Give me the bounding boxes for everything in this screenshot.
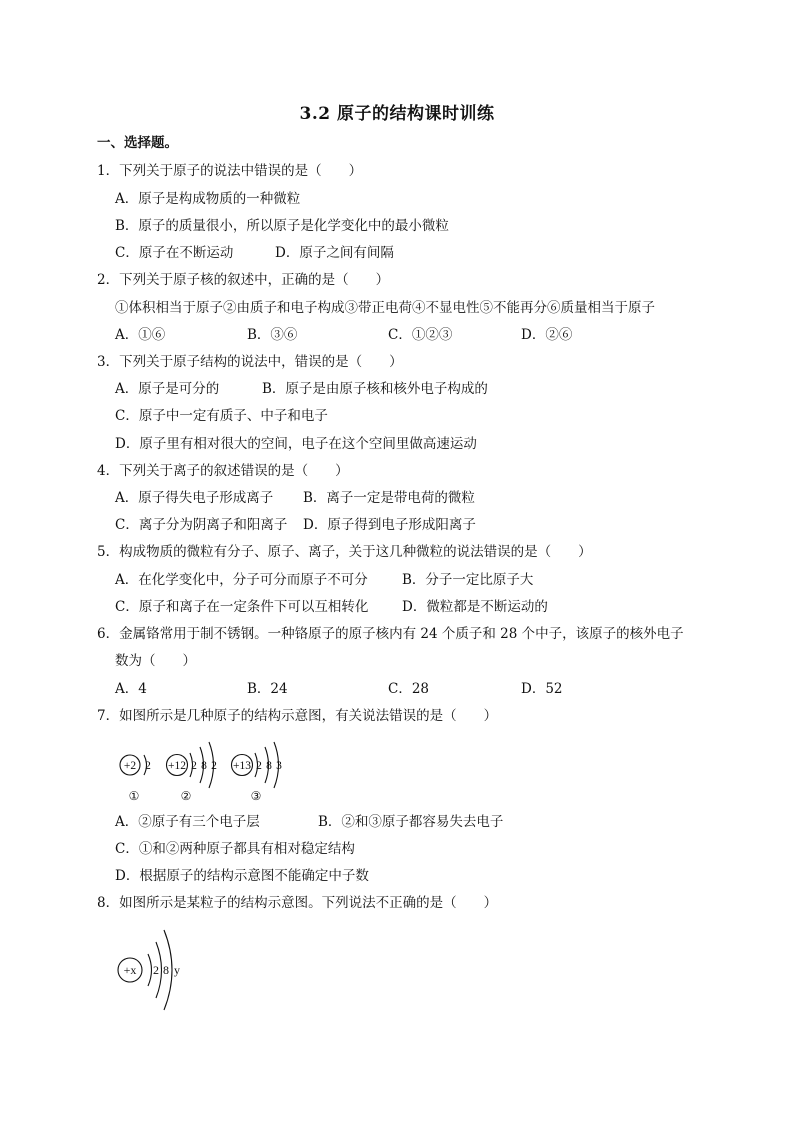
q6-option-b: B．24: [247, 681, 288, 697]
q3-option-b: B．原子是由原子核和核外电子构成的: [262, 381, 488, 397]
question-3-stem: 3．下列关于原子结构的说法中，错误的是（ ）: [97, 354, 403, 370]
atom-1-label: ①: [128, 789, 140, 803]
q1-option-b: B．原子的质量很小，所以原子是化学变化中的最小微粒: [115, 218, 449, 234]
q1-option-a: A．原子是构成物质的一种微粒: [115, 191, 301, 207]
atom-3-nucleus-charge: +13: [233, 760, 251, 772]
question-6-stem-line2: 数为（ ）: [115, 653, 196, 669]
question-1-stem: 1．下列关于原子的说法中错误的是（ ）: [97, 163, 363, 179]
particle-shell-arc-1: [148, 954, 152, 986]
q6-option-a: A．4: [115, 681, 147, 697]
q7-option-b: B．②和③原子都容易失去电子: [318, 814, 504, 830]
atom-2-shell-1-count: 2: [191, 760, 197, 772]
atom-1-nucleus-charge: +2: [123, 760, 137, 772]
question-5-stem: 5．构成物质的微粒有分子、原子、离子，关于这几种微粒的说法错误的是（ ）: [97, 544, 592, 560]
particle-nucleus-charge: +x: [123, 963, 137, 977]
q5-option-d: D．微粒都是不断运动的: [402, 599, 548, 615]
question-4-stem: 4．下列关于离子的叙述错误的是（ ）: [97, 463, 349, 479]
q5-option-b: B．分子一定比原子大: [402, 572, 534, 588]
atom-3-label: ③: [250, 789, 262, 803]
q6-option-d: D．52: [521, 681, 563, 697]
q3-option-c: C．原子中一定有质子、中子和电子: [115, 408, 328, 424]
q4-option-a: A．原子得失电子形成离子: [115, 490, 274, 506]
question-7-stem: 7．如图所示是几种原子的结构示意图，有关说法错误的是（ ）: [97, 708, 498, 724]
q2-option-a: A．①⑥: [115, 327, 166, 343]
q7-option-d: D．根据原子的结构示意图不能确定中子数: [115, 868, 369, 884]
q6-option-c: C．28: [388, 681, 430, 697]
atom-3-shell-3-count: 3: [276, 760, 282, 772]
q2-option-b: B．③⑥: [247, 327, 298, 343]
question-2-stem: 2．下列关于原子核的叙述中，正确的是（ ）: [97, 272, 390, 288]
question-8-stem: 8．如图所示是某粒子的结构示意图。下列说法不正确的是（ ）: [97, 895, 498, 911]
q7-option-a: A．②原子有三个电子层: [115, 814, 260, 830]
atom-2-shell-2-count: 8: [201, 760, 207, 772]
particle-shell-1-count: 2: [153, 963, 159, 977]
question-6-stem-line1: 6．金属铬常用于制不锈钢。一种铬原子的原子核内有 24 个质子和 28 个中子，该原子的核外电子: [97, 626, 684, 642]
particle-shell-2-count: 8: [163, 963, 169, 977]
q8-particle-structure-diagram: [108, 918, 198, 1018]
q1-option-d: D．原子之间有间隔: [275, 245, 394, 261]
atom-3-shell-1-count: 2: [256, 760, 262, 772]
atom-2-label: ②: [180, 789, 192, 803]
page-title: 3.2 原子的结构课时训练: [299, 104, 495, 124]
section-heading: 一、选择题。: [97, 135, 178, 151]
atom-1-shell-1-count: 2: [145, 760, 151, 772]
q7-option-c: C．①和②两种原子都具有相对稳定结构: [115, 841, 355, 857]
q2-option-c: C．①②③: [388, 327, 453, 343]
q3-option-a: A．原子是可分的: [115, 381, 220, 397]
q2-statements: ①体积相当于原子②由质子和电子构成③带正电荷④不显电性⑤不能再分⑥质量相当于原子: [115, 300, 655, 316]
q7-atom-structure-diagrams: [108, 732, 298, 807]
q3-option-d: D．原子里有相对很大的空间，电子在这个空间里做高速运动: [115, 436, 477, 452]
atom-2-shell-3-count: 2: [211, 760, 217, 772]
atom-3-shell-2-count: 8: [266, 760, 272, 772]
q4-option-c: C．离子分为阴离子和阳离子: [115, 517, 288, 533]
q2-option-d: D．②⑥: [521, 327, 573, 343]
q5-option-a: A．在化学变化中，分子可分而原子不可分: [115, 572, 368, 588]
q1-option-c: C．原子在不断运动: [115, 245, 234, 261]
q4-option-d: D．原子得到电子形成阳离子: [303, 517, 476, 533]
atom-2-nucleus-charge: +12: [168, 760, 186, 772]
q4-option-b: B．离子一定是带电荷的微粒: [303, 490, 475, 506]
q5-option-c: C．原子和离子在一定条件下可以互相转化: [115, 599, 369, 615]
particle-shell-3-count: y: [174, 963, 180, 977]
